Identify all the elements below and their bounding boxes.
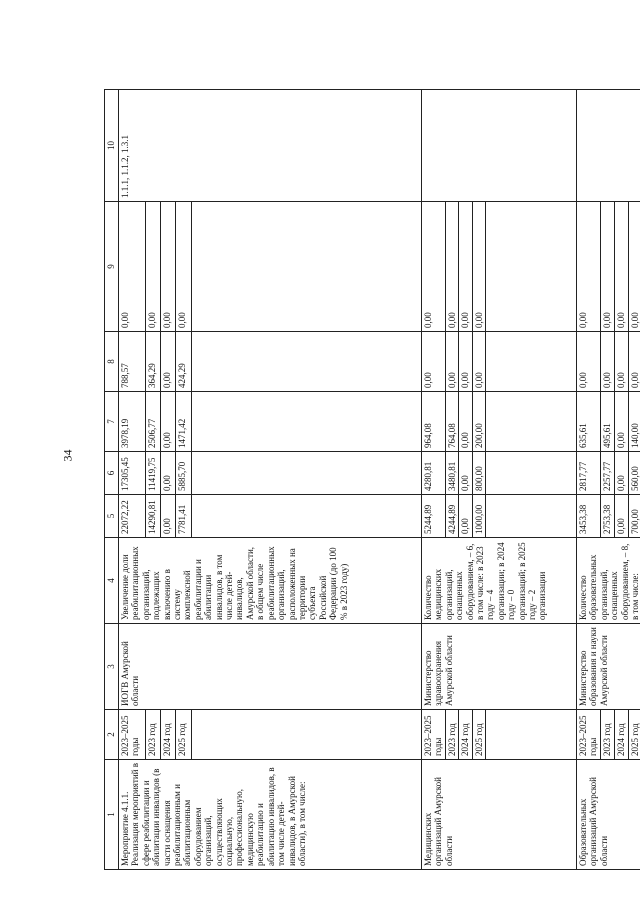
value-cell: 0,00 [615, 202, 629, 332]
value-cell: 764,08 [445, 392, 458, 452]
value-cell: 0,00 [615, 332, 629, 392]
value-cell: 0,00 [615, 495, 629, 538]
period-cell: 2023–2025 годы [119, 710, 146, 760]
executor-cell: Министерство образования и науки Амурской области [577, 624, 640, 710]
period-cell: 2023 год [146, 710, 161, 760]
table-row [146, 90, 161, 870]
period-cell: 2024 год [161, 710, 176, 760]
period-cell: 2023 год [601, 710, 615, 760]
value-cell: 3978,19 [119, 392, 146, 452]
period-cell: 2023–2025 годы [577, 710, 601, 760]
program-table [104, 89, 640, 870]
value-cell: 0,00 [161, 495, 176, 538]
value-cell: 560,00 [628, 452, 640, 495]
value-cell: 5885,70 [176, 452, 191, 495]
value-cell: 800,00 [472, 452, 485, 495]
table-row-spacer [486, 90, 577, 870]
table-row [161, 90, 176, 870]
value-cell: 0,00 [615, 452, 629, 495]
value-cell: 364,29 [146, 332, 161, 392]
value-cell: 2257,77 [601, 452, 615, 495]
header-cell: 2 [105, 710, 119, 760]
table-row [615, 90, 629, 870]
period-cell: 2023 год [445, 710, 458, 760]
value-cell: 200,00 [472, 392, 485, 452]
executor-cell: Министерство здравоохранения Амурской области [422, 624, 577, 710]
period-cell: 2025 год [472, 710, 485, 760]
value-cell: 0,00 [161, 452, 176, 495]
period-cell: 2023–2025 годы [422, 710, 446, 760]
page-number: 34 [60, 449, 75, 462]
value-cell: 635,61 [577, 392, 601, 452]
value-cell: 0,00 [577, 332, 601, 392]
value-cell: 0,00 [161, 332, 176, 392]
value-cell: 0,00 [472, 202, 485, 332]
header-row [105, 90, 119, 870]
value-cell: 5244,89 [422, 495, 446, 538]
value-cell: 2817,77 [577, 452, 601, 495]
value-cell: 0,00 [119, 202, 146, 332]
value-cell: 0,00 [146, 202, 161, 332]
spacer-cell [191, 202, 421, 332]
header-cell: 3 [105, 624, 119, 710]
header-cell: 10 [105, 90, 119, 202]
period-cell: 2025 год [176, 710, 191, 760]
spacer-cell [191, 392, 421, 452]
value-cell: 0,00 [601, 332, 615, 392]
value-cell: 22072,22 [119, 495, 146, 538]
table-row [628, 90, 640, 870]
value-cell: 0,00 [577, 202, 601, 332]
table-row [459, 90, 472, 870]
value-cell: 0,00 [445, 202, 458, 332]
value-cell: 0,00 [628, 202, 640, 332]
measure-name: Образовательных организаций Амурской области [577, 760, 640, 870]
value-cell: 964,08 [422, 392, 446, 452]
spacer-cell [486, 710, 577, 760]
value-cell: 0,00 [459, 495, 472, 538]
value-cell: 4244,89 [445, 495, 458, 538]
spacer-cell [486, 392, 577, 452]
value-cell: 0,00 [459, 452, 472, 495]
value-cell: 2506,77 [146, 392, 161, 452]
spacer-cell [486, 202, 577, 332]
table-row-spacer [191, 90, 421, 870]
table-row [422, 90, 446, 870]
value-cell: 0,00 [615, 392, 629, 452]
value-cell: 7781,41 [176, 495, 191, 538]
value-cell: 3453,38 [577, 495, 601, 538]
value-cell: 0,00 [459, 392, 472, 452]
header-cell: 1 [105, 760, 119, 870]
value-cell: 0,00 [422, 332, 446, 392]
table-row [601, 90, 615, 870]
measure-name: Мероприятие 4.1.1. Реализация мероприятий в сфере реабилитации и абилитации инвалидов (в части оснащения реабилитационным и абилитационным оборудованием организаций, осуществляющих социальную, профессиональную, медицинскую реабилитацию и абилитацию инвалидов, в том числе детей-инвалидов, в Амурской области), в том числе: [119, 760, 422, 870]
table-row [472, 90, 485, 870]
value-cell: 4280,81 [422, 452, 446, 495]
value-cell: 0,00 [161, 392, 176, 452]
value-cell: 0,00 [601, 202, 615, 332]
spacer-cell [191, 710, 421, 760]
table-row [119, 90, 146, 870]
executor-cell: ИОГВ Амурской области [119, 624, 422, 710]
header-cell: 5 [105, 495, 119, 538]
value-cell: 1000,00 [472, 495, 485, 538]
value-cell: 0,00 [422, 202, 446, 332]
measure-name: Медицинских организаций Амурской области [422, 760, 577, 870]
table-row [176, 90, 191, 870]
result-link-cell [422, 90, 577, 202]
value-cell: 0,00 [161, 202, 176, 332]
indicator-cell: Увеличение доли реабилитационных организаций, подлежащих включению в систему комплексной реабилитации и абилитации инвалидов, в том числе детей-инвалидов, Амурской области, в общем числе реабилитационных организаций, расположенных на территории субъекта Российской Федерации (до 100 % в 2023 году) [119, 538, 422, 624]
value-cell: 424,29 [176, 332, 191, 392]
header-cell: 9 [105, 202, 119, 332]
value-cell: 2753,38 [601, 495, 615, 538]
spacer-cell [191, 332, 421, 392]
header-cell: 6 [105, 452, 119, 495]
result-link-cell: 1.1.1, 1.1.2, 1.3.1 [119, 90, 422, 202]
value-cell: 0,00 [459, 332, 472, 392]
spacer-cell [486, 332, 577, 392]
value-cell: 140,00 [628, 392, 640, 452]
value-cell: 1471,42 [176, 392, 191, 452]
header-cell: 4 [105, 538, 119, 624]
spacer-cell [191, 452, 421, 495]
spacer-cell [191, 495, 421, 538]
value-cell: 495,61 [601, 392, 615, 452]
value-cell: 14290,81 [146, 495, 161, 538]
period-cell: 2024 год [459, 710, 472, 760]
result-link-cell [577, 90, 640, 202]
value-cell: 0,00 [459, 202, 472, 332]
spacer-cell [486, 495, 577, 538]
table-row [577, 90, 601, 870]
indicator-cell: Количество образовательных организаций, оснащенных оборудованием, – 8, в том числе: [577, 538, 640, 624]
value-cell: 0,00 [176, 202, 191, 332]
period-cell: 2025 год [628, 710, 640, 760]
spacer-cell [486, 452, 577, 495]
header-cell: 7 [105, 392, 119, 452]
value-cell: 700,00 [628, 495, 640, 538]
header-cell: 8 [105, 332, 119, 392]
indicator-cell: Количество медицинских организаций, оснащенных оборудованием, – 6, в том числе: в 2023 году – 4 организации; в 2024 году – 0 организаций; в 2025 году – 2 организации [422, 538, 577, 624]
value-cell: 11419,75 [146, 452, 161, 495]
value-cell: 0,00 [472, 332, 485, 392]
value-cell: 0,00 [628, 332, 640, 392]
value-cell: 17305,45 [119, 452, 146, 495]
rotated-table-container [104, 90, 640, 870]
table-row [445, 90, 458, 870]
value-cell: 3480,81 [445, 452, 458, 495]
period-cell: 2024 год [615, 710, 629, 760]
value-cell: 0,00 [445, 332, 458, 392]
value-cell: 788,57 [119, 332, 146, 392]
